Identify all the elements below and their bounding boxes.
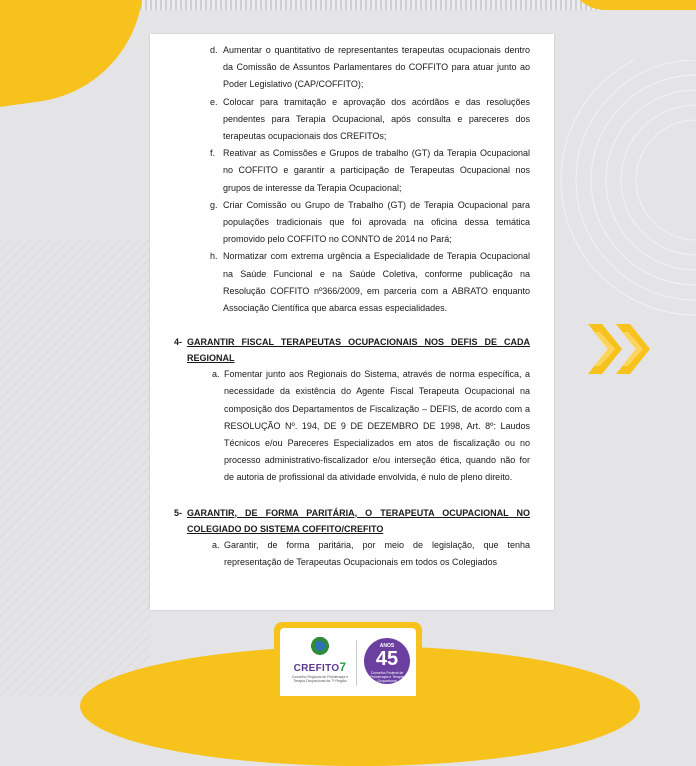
- list-marker: a.: [212, 539, 220, 550]
- anniversary-label: ANOS: [379, 643, 395, 649]
- section-number: 5-: [174, 507, 183, 518]
- anniversary-45-badge: [364, 638, 410, 684]
- footer-logo-card: [274, 622, 422, 696]
- list-item-text: Normatizar com extrema urgência a Especialidade de Terapia Ocupacional na Saúde Funcional e na Saúde Coletiva, conforme publicação na Resolução COFFITO nº366/2009, em parceria com a ABRATO enquanto Associação Científica que abarca essas especialidades.: [223, 251, 530, 314]
- double-chevron-right-icon: [584, 320, 656, 378]
- list-marker: f.: [210, 148, 216, 159]
- section-4-item-a: [174, 366, 530, 486]
- list-marker: d.: [210, 45, 218, 55]
- document-page: [150, 34, 554, 610]
- section-number: 4-: [174, 337, 183, 348]
- section-4-heading: [174, 334, 530, 366]
- list-marker: a.: [212, 369, 220, 380]
- list-item-e: [174, 94, 530, 146]
- list-marker: e.: [210, 96, 218, 107]
- list-item-d: [174, 42, 530, 94]
- list-item-text: Garantir, de forma paritária, por meio de legislação, que tenha representação de Terapeutas Ocupacionais em todos os Colegiados: [224, 539, 530, 567]
- list-item-g: [174, 197, 530, 249]
- document-content: [174, 42, 530, 571]
- crefito7-logo: [288, 636, 352, 692]
- diagonal-stripes-decoration: [0, 240, 150, 696]
- anniversary-number: 45: [375, 648, 399, 670]
- crefito-wordmark: CREFITO7: [293, 660, 347, 674]
- section-title: GARANTIR, DE FORMA PARITÁRIA, O TERAPEUTA OCUPACIONAL NO COLEGIADO DO SISTEMA COFFITO/CREFITO: [187, 507, 530, 534]
- list-item-h: [174, 248, 530, 317]
- list-item-text: Criar Comissão ou Grupo de Trabalho (GT) de Terapia Ocupacional para populações tradicionais que foi aprovada na oficina dessa temática promovido pelo COFFITO no CONNTO de 2014 no Pará;: [223, 199, 530, 245]
- logo-divider: [356, 640, 357, 686]
- section-title: GARANTIR FISCAL TERAPEUTAS OCUPACIONAIS NOS DEFIS DE CADA REGIONAL: [187, 337, 530, 364]
- list-item-text: Fomentar junto aos Regionais do Sistema, através de norma específica, a necessidade da existência do Agente Fiscal Terapeuta Ocupacional na composição dos Departamentos de Fiscalização – DEFIS, de acordo com a RESOLUÇÃO Nº. 194, DE 9 DE DEZEMBRO DE 1998, Art. 8º: Laudos Técnicos e/ou Pareceres Especializados em atos de fiscalização ou no processo administrativo-fiscalizador e/ou interseção ética, quando não for de autoria de profissional da atividade envolvida, é nulo de pleno direito.: [224, 369, 530, 483]
- list-item-text: Colocar para tramitação e aprovação dos acórdãos e das resoluções pendentes para Terapia Ocupacional, após consulta e pareceres dos terapeutas ocupacionais dos CREFITOs;: [223, 96, 530, 142]
- section-5-item-a: [174, 537, 530, 571]
- crefito-subtitle: Conselho Regional de Fisioterapia e Terapia Ocupacional da 7ª Região: [291, 675, 349, 683]
- list-item-f: [174, 145, 530, 197]
- brasil-coat-of-arms-icon: [311, 636, 329, 658]
- anniversary-subtitle: Conselho Federal de Fisioterapia e Terapia Ocupacional: [370, 671, 404, 683]
- list-item-text: Reativar as Comissões e Grupos de trabalho (GT) da Terapia Ocupacional no COFFITO e garantir a participação de Terapeutas Ocupacional nos grupos de interesse da Terapia Ocupacional;: [223, 148, 530, 193]
- section-5-heading: [174, 505, 530, 537]
- curved-lines-decoration: [546, 60, 696, 560]
- list-item-text: Aumentar o quantitativo de representantes terapeutas ocupacionais dentro da Comissão de Assuntos Parlamentares do COFFITO para atuar junto ao Poder Legislativo (CAP/COFFITO);: [223, 45, 530, 90]
- list-marker: g.: [210, 199, 218, 210]
- footer-logo-panel: [280, 628, 416, 696]
- list-marker: h.: [210, 251, 218, 262]
- yellow-corner-shape: [0, 0, 159, 114]
